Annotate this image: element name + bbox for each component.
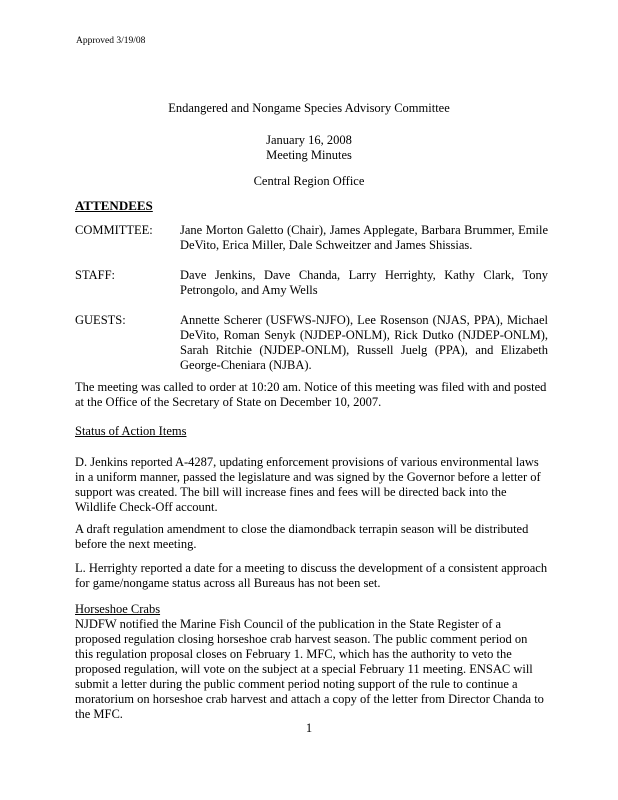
guests-label: GUESTS: — [75, 313, 126, 327]
document-type: Meeting Minutes — [266, 148, 352, 162]
meeting-date: January 16, 2008 — [266, 133, 352, 147]
call-to-order-paragraph: The meeting was called to order at 10:20 am. Notice of this meeting was filed with and posted at the Office of the Secretary of State on December 10, 2007. — [75, 380, 547, 409]
action-items-paragraph-3: L. Herrighty reported a date for a meeting to discuss the development of a consistent approach for game/nongame status across all Bureaus has not been set. — [75, 561, 548, 590]
committee-members: Jane Morton Galetto (Chair), James Applegate, Barbara Brummer, Emile DeVito, Erica Miller, Dale Schweitzer and James Shissias. — [180, 223, 548, 252]
action-items-paragraph-1: D. Jenkins reported A-4287, updating enforcement provisions of various environmental laws in a uniform manner, passed the legislature and was signed by the Governor before a letter of support was created. The bill will increase fines and fees will be directed back into the Wildlife Check-Off account. — [75, 455, 541, 514]
staff-members: Dave Jenkins, Dave Chanda, Larry Herrighty, Kathy Clark, Tony Petrongolo, and Amy Wells — [180, 268, 548, 297]
committee-name: Endangered and Nongame Species Advisory Committee — [168, 101, 450, 115]
page-number: 1 — [305, 721, 313, 735]
attendees-heading: ATTENDEES — [75, 198, 153, 213]
approval-stamp: Approved 3/19/08 — [76, 36, 146, 46]
guest-list: Annette Scherer (USFWS-NJFO), Lee Rosenson (NJAS, PPA), Michael DeVito, Roman Senyk (NJDEP-ONLM), Rick Dutko (NJDEP-ONLM), Sarah Ritchie (NJDEP-ONLM), Russell Juelg (PPA), and Elizabeth George-Cheniara (NJBA). — [180, 313, 548, 372]
staff-label: STAFF: — [75, 268, 115, 282]
committee-label: COMMITTEE: — [75, 223, 153, 237]
horseshoe-crabs-paragraph: NJDFW notified the Marine Fish Council of the publication in the State Register of a proposed regulation closing horseshoe crab harvest season. The public comment period on this regulation proposal closes on February 1. MFC, which has the authority to veto the proposed regulation, will vote on the subject at a special February 11 meeting. ENSAC will submit a letter during the public comment period noting support of the rule to continue a moratorium on horseshoe crab harvest and attach a copy of the letter from Director Chanda to the MFC. — [75, 617, 544, 721]
action-items-heading: Status of Action Items — [75, 424, 187, 438]
meeting-location: Central Region Office — [253, 174, 365, 188]
action-items-paragraph-2: A draft regulation amendment to close the diamondback terrapin season will be distributed before the next meeting. — [75, 522, 529, 551]
horseshoe-crabs-heading: Horseshoe Crabs — [75, 602, 161, 616]
